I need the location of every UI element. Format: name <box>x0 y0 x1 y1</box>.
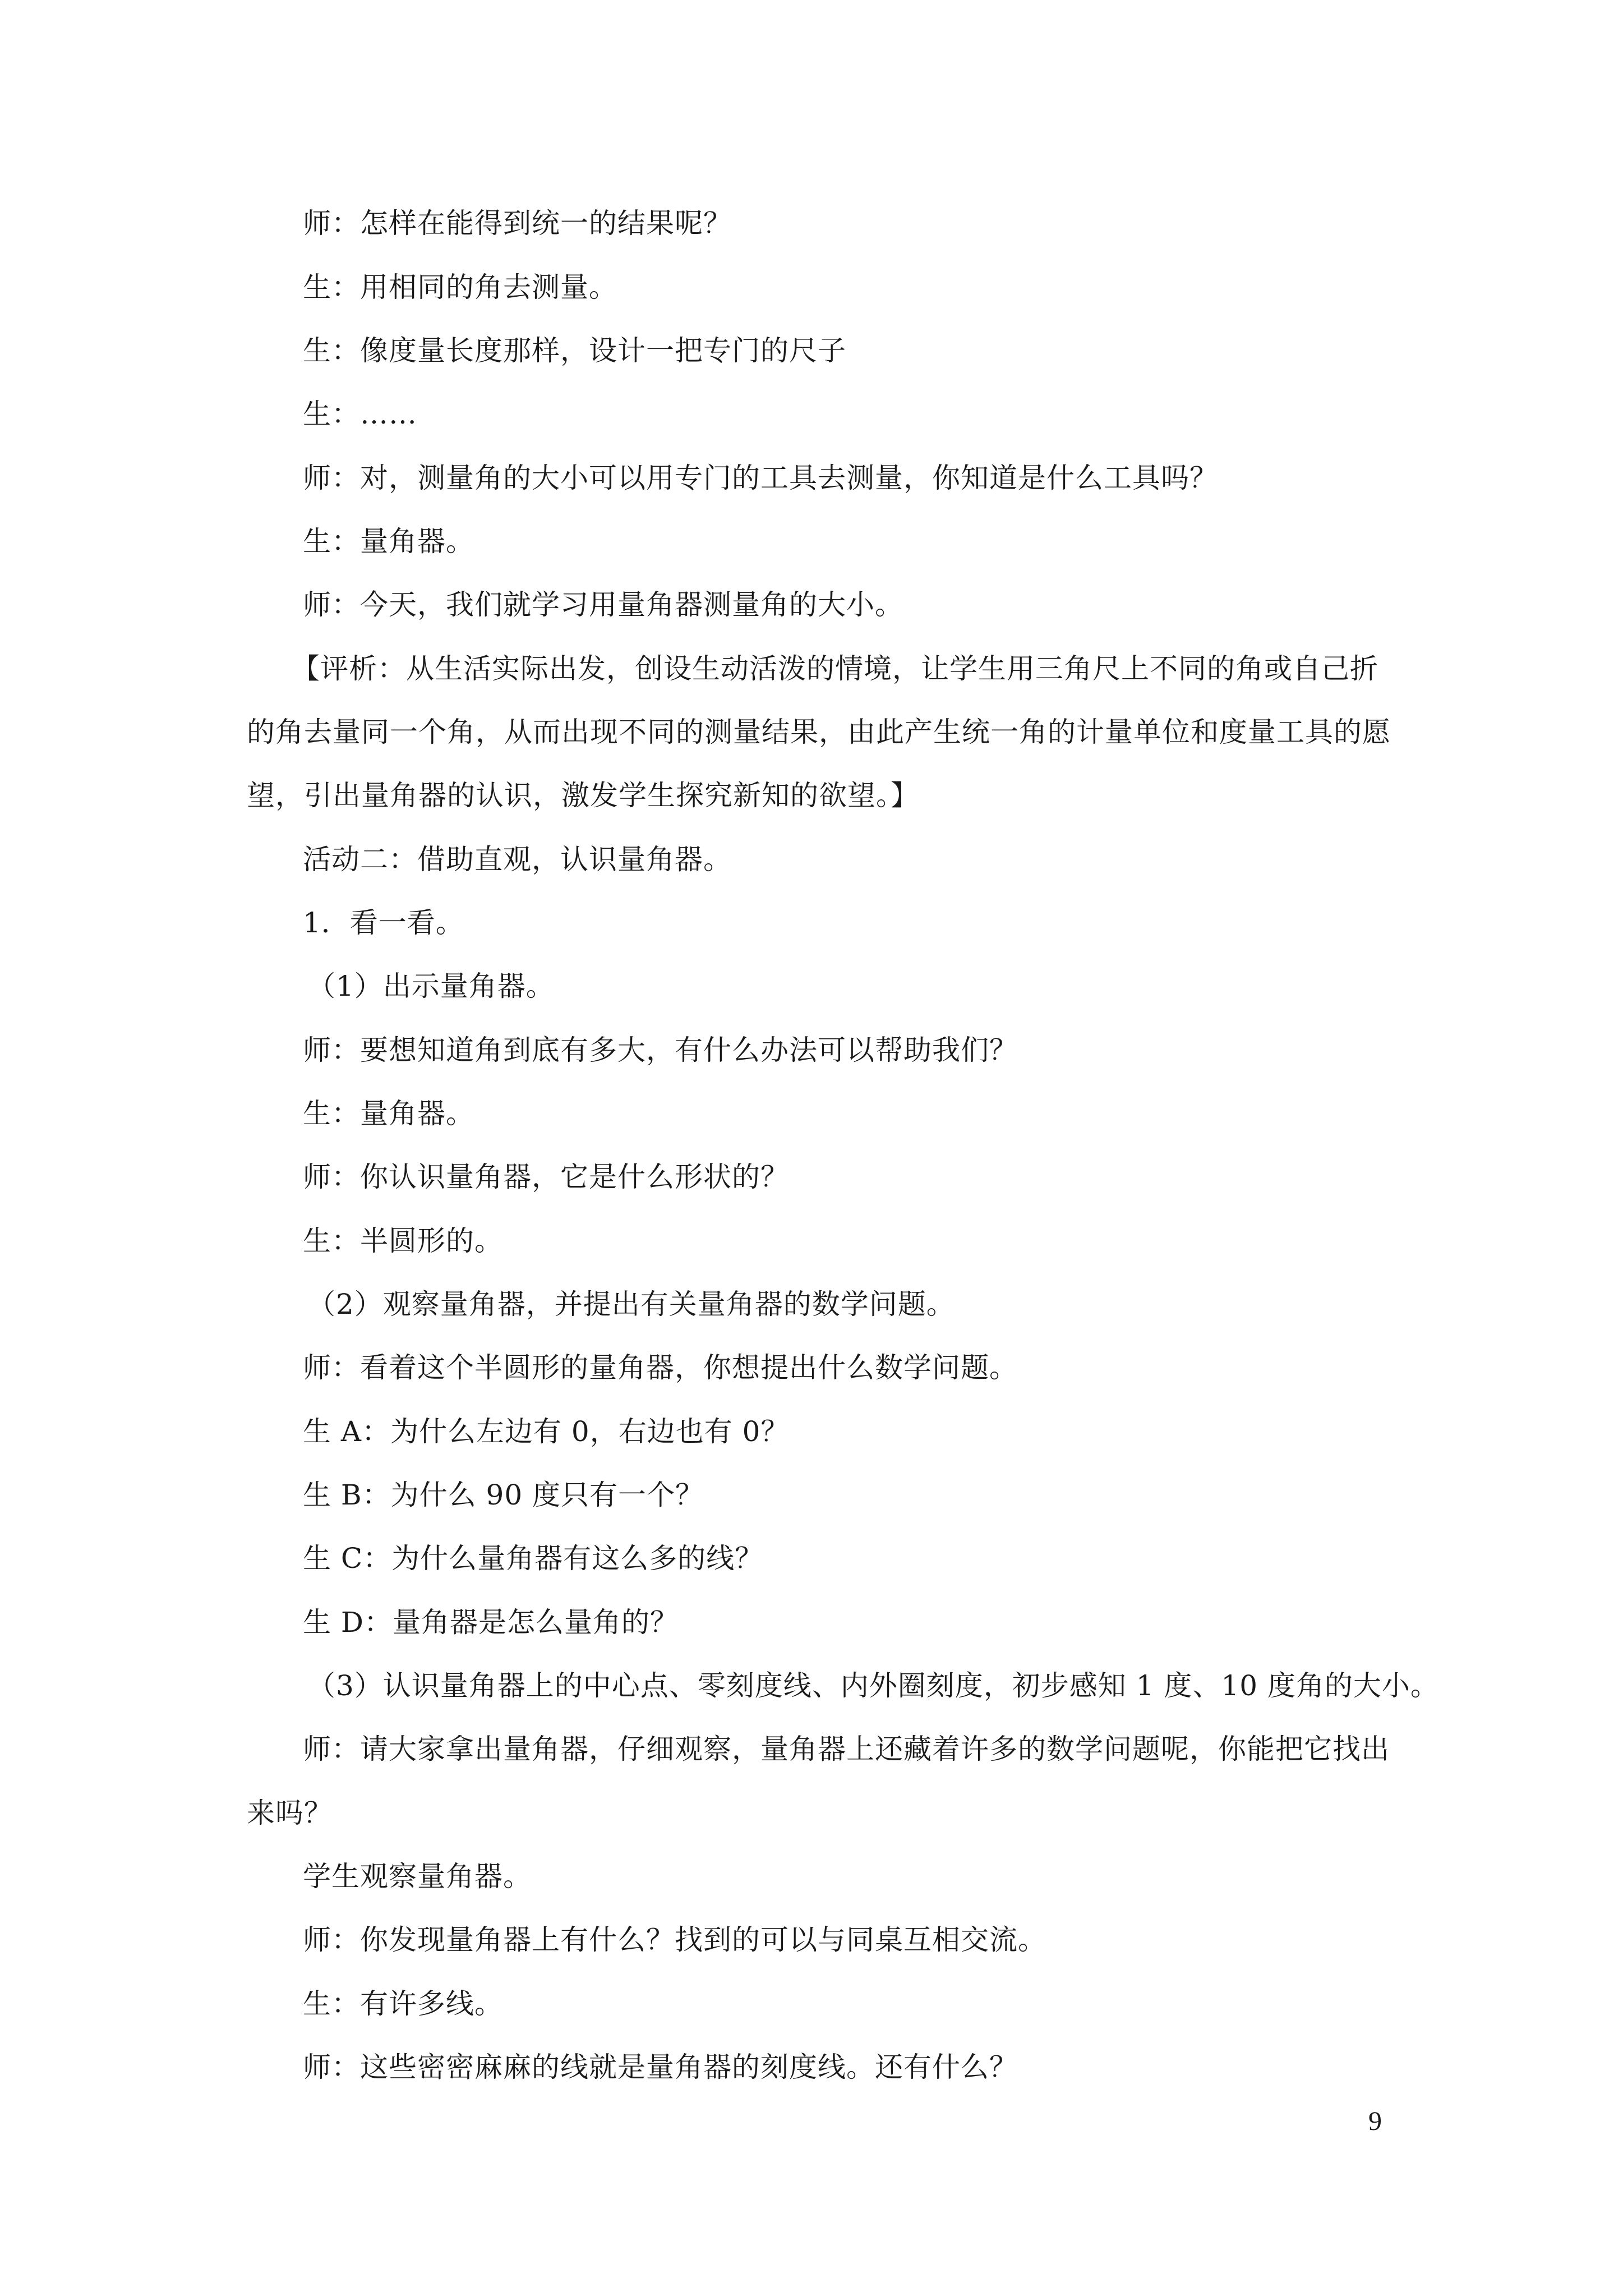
paragraph-line: 生：量角器。 <box>303 1097 474 1130</box>
paragraph-line: 生 D：量角器是怎么量角的？ <box>303 1606 679 1639</box>
paragraph-line: 来吗？ <box>247 1797 333 1829</box>
section-heading: 活动二：借助直观，认识量角器。 <box>303 843 732 876</box>
review-line: 【评析：从生活实际出发，创设生动活泼的情境，让学生用三角尺上不同的角或自己折 <box>292 652 1378 685</box>
paragraph-line: 师：要想知道角到底有多大，有什么办法可以帮助我们？ <box>303 1034 1018 1066</box>
paragraph-line: 师：你发现量角器上有什么？找到的可以与同桌互相交流。 <box>303 1924 1046 1956</box>
paragraph-line: 1．看一看。 <box>303 907 464 939</box>
paragraph-line: 生：用相同的角去测量。 <box>303 271 617 303</box>
paragraph-line: 生 B：为什么 90 度只有一个？ <box>303 1479 704 1511</box>
paragraph-line: （3）认识量角器上的中心点、零刻度线、内外圈刻度，初步感知 1 度、10 度角的大小。 <box>307 1669 1439 1702</box>
paragraph-line: （1）出示量角器。 <box>307 970 555 1002</box>
paragraph-line: 师：对，测量角的大小可以用专门的工具去测量，你知道是什么工具吗？ <box>303 462 1218 494</box>
paragraph-line: 生 A：为什么左边有 0，右边也有 0？ <box>303 1415 790 1448</box>
paragraph-line: 师：看着这个半圆形的量角器，你想提出什么数学问题。 <box>303 1351 1018 1384</box>
paragraph-line: （2）观察量角器，并提出有关量角器的数学问题。 <box>307 1288 955 1320</box>
page-number: 9 <box>1368 2106 1382 2136</box>
paragraph-line: 师：今天，我们就学习用量角器测量角的大小。 <box>303 588 903 621</box>
paragraph-line: 生：有许多线。 <box>303 1987 503 2020</box>
paragraph-line: 师：这些密密麻麻的线就是量角器的刻度线。还有什么？ <box>303 2051 1018 2083</box>
paragraph-line: 师：怎样在能得到统一的结果呢？ <box>303 207 732 240</box>
paragraph-line: 生 C：为什么量角器有这么多的线？ <box>303 1542 764 1575</box>
paragraph-line: 生：像度量长度那样，设计一把专门的尺子 <box>303 334 846 367</box>
review-line: 的角去量同一个角，从而出现不同的测量结果，由此产生统一角的计量单位和度量工具的愿 <box>247 716 1391 748</box>
paragraph-line: 生：…… <box>303 398 417 430</box>
paragraph-line: 师：请大家拿出量角器，仔细观察，量角器上还藏着许多的数学问题呢，你能把它找出 <box>303 1733 1390 1765</box>
paragraph-line: 生：量角器。 <box>303 525 474 558</box>
review-line: 望，引出量角器的认识，激发学生探究新知的欲望。】 <box>247 779 919 812</box>
paragraph-line: 生：半圆形的。 <box>303 1225 503 1257</box>
paragraph-line: 师：你认识量角器，它是什么形状的？ <box>303 1161 789 1193</box>
paragraph-line: 学生观察量角器。 <box>303 1860 532 1893</box>
